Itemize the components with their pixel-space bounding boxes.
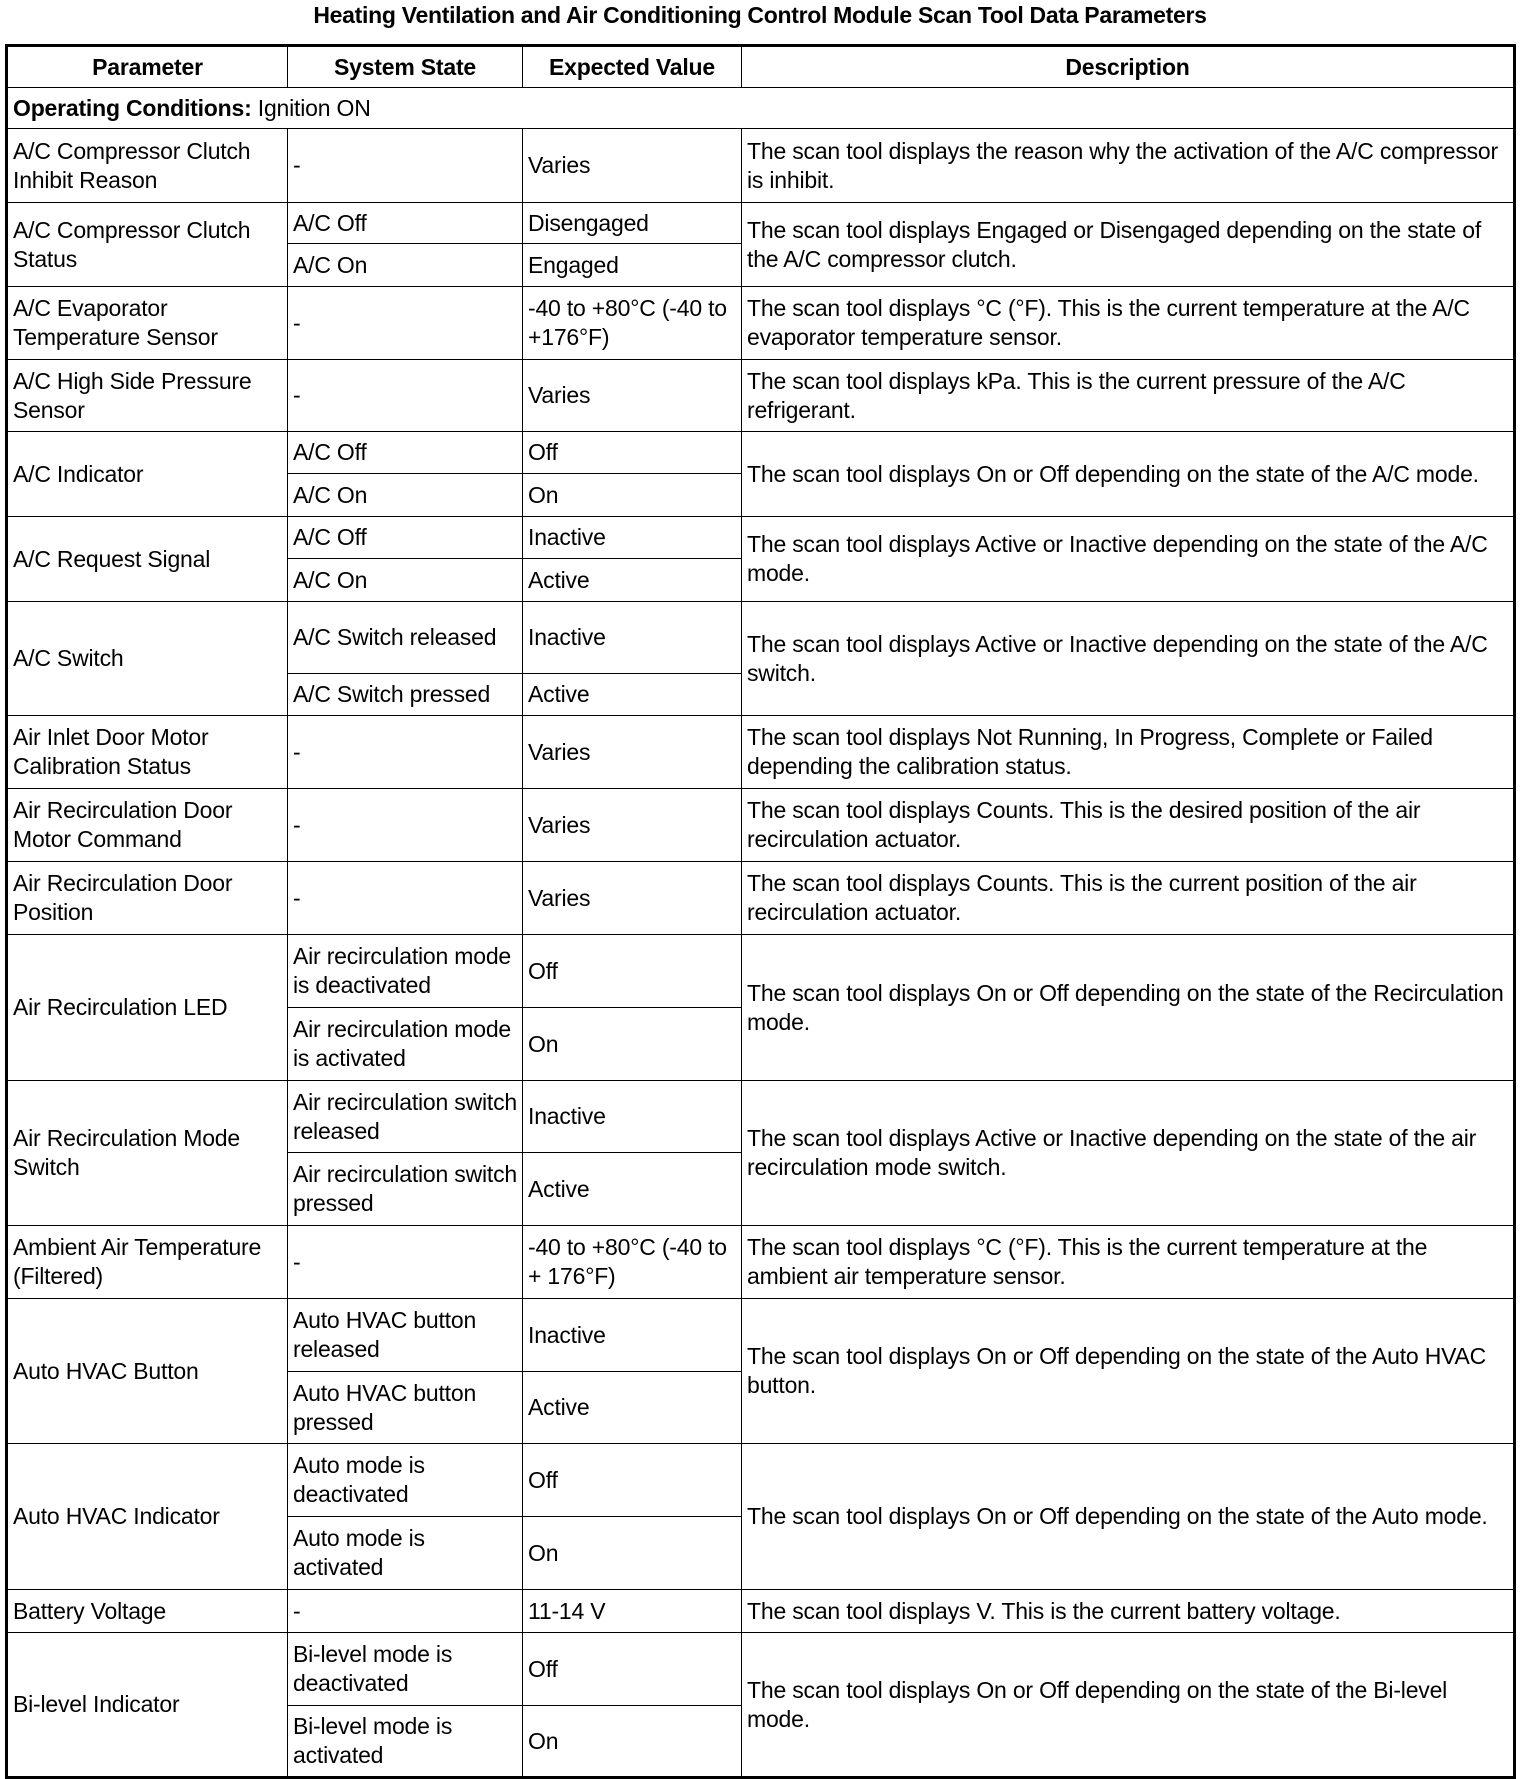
expected-value-cell: Off bbox=[523, 1633, 742, 1706]
description-cell: The scan tool displays the reason why the activation of the A/C compressor is inhibit. bbox=[742, 129, 1515, 203]
parameter-cell: Air Inlet Door Motor Calibration Status bbox=[7, 716, 288, 789]
table-row bbox=[7, 287, 1515, 360]
header-expected-value: Expected Value bbox=[523, 46, 742, 88]
table-row bbox=[7, 1081, 1515, 1153]
expected-value-cell: Varies bbox=[523, 129, 742, 203]
header-row bbox=[7, 46, 1515, 88]
expected-value-cell: Varies bbox=[523, 789, 742, 862]
expected-value-cell: Inactive bbox=[523, 1299, 742, 1372]
description-cell: The scan tool displays kPa. This is the current pressure of the A/C refrigerant. bbox=[742, 360, 1515, 432]
expected-value-cell: Inactive bbox=[523, 602, 742, 674]
expected-value-cell: Disengaged bbox=[523, 203, 742, 244]
operating-conditions-label: Operating Conditions: bbox=[13, 94, 252, 121]
parameter-cell: Bi-level Indicator bbox=[7, 1633, 288, 1778]
parameter-cell: A/C Evaporator Temperature Sensor bbox=[7, 287, 288, 360]
operating-conditions-value: Ignition ON bbox=[257, 94, 371, 121]
expected-value-cell: Off bbox=[523, 432, 742, 474]
parameter-cell: Auto HVAC Indicator bbox=[7, 1444, 288, 1590]
parameter-cell: Air Recirculation LED bbox=[7, 935, 288, 1081]
parameter-cell: A/C Request Signal bbox=[7, 517, 288, 602]
expected-value-cell: On bbox=[523, 474, 742, 517]
table-row bbox=[7, 1226, 1515, 1299]
expected-value-cell: On bbox=[523, 1517, 742, 1590]
system-state-cell: - bbox=[288, 862, 523, 935]
description-cell: The scan tool displays On or Off depending on the state of the Bi-level mode. bbox=[742, 1633, 1515, 1778]
parameter-cell: A/C Indicator bbox=[7, 432, 288, 517]
description-cell: The scan tool displays Active or Inactive depending on the state of the A/C mode. bbox=[742, 517, 1515, 602]
parameter-cell: Ambient Air Temperature (Filtered) bbox=[7, 1226, 288, 1299]
system-state-cell: A/C On bbox=[288, 474, 523, 517]
expected-value-cell: Active bbox=[523, 674, 742, 716]
table-row bbox=[7, 602, 1515, 674]
header-parameter: Parameter bbox=[7, 46, 288, 88]
description-cell: The scan tool displays Not Running, In Progress, Complete or Failed depending the calibration status. bbox=[742, 716, 1515, 789]
system-state-cell: Auto HVAC button released bbox=[288, 1299, 523, 1372]
expected-value-cell: Active bbox=[523, 1153, 742, 1226]
parameter-cell: Air Recirculation Mode Switch bbox=[7, 1081, 288, 1226]
system-state-cell: A/C Switch pressed bbox=[288, 674, 523, 716]
parameter-cell: A/C Compressor Clutch Status bbox=[7, 203, 288, 287]
system-state-cell: Air recirculation mode is deactivated bbox=[288, 935, 523, 1008]
expected-value-cell: 11-14 V bbox=[523, 1590, 742, 1633]
expected-value-cell: Varies bbox=[523, 862, 742, 935]
table-row bbox=[7, 862, 1515, 935]
system-state-cell: - bbox=[288, 1590, 523, 1633]
description-cell: The scan tool displays V. This is the current battery voltage. bbox=[742, 1590, 1515, 1633]
operating-conditions bbox=[7, 88, 1515, 129]
system-state-cell: Auto mode is deactivated bbox=[288, 1444, 523, 1517]
system-state-cell: A/C Off bbox=[288, 517, 523, 559]
system-state-cell: A/C Off bbox=[288, 432, 523, 474]
description-cell: The scan tool displays Counts. This is the desired position of the air recirculation actuator. bbox=[742, 789, 1515, 862]
table-row bbox=[7, 935, 1515, 1008]
table-row bbox=[7, 517, 1515, 559]
table-row bbox=[7, 716, 1515, 789]
system-state-cell: - bbox=[288, 360, 523, 432]
description-cell: The scan tool displays On or Off depending on the state of the Auto mode. bbox=[742, 1444, 1515, 1590]
description-cell: The scan tool displays °C (°F). This is the current temperature at the A/C evaporator temperature sensor. bbox=[742, 287, 1515, 360]
description-cell: The scan tool displays On or Off depending on the state of the Recirculation mode. bbox=[742, 935, 1515, 1081]
description-cell: The scan tool displays On or Off depending on the state of the Auto HVAC button. bbox=[742, 1299, 1515, 1444]
expected-value-cell: Inactive bbox=[523, 517, 742, 559]
description-cell: The scan tool displays Active or Inactive depending on the state of the air recirculation mode switch. bbox=[742, 1081, 1515, 1226]
description-cell: The scan tool displays Counts. This is the current position of the air recirculation actuator. bbox=[742, 862, 1515, 935]
system-state-cell: Bi-level mode is deactivated bbox=[288, 1633, 523, 1706]
system-state-cell: Auto HVAC button pressed bbox=[288, 1372, 523, 1444]
expected-value-cell: Engaged bbox=[523, 244, 742, 287]
page-title: Heating Ventilation and Air Conditioning Control Module Scan Tool Data Parameters bbox=[313, 2, 1207, 28]
expected-value-cell: Active bbox=[523, 559, 742, 602]
system-state-cell: Air recirculation switch pressed bbox=[288, 1153, 523, 1226]
operating-conditions-row bbox=[7, 88, 1515, 129]
parameter-cell: A/C Compressor Clutch Inhibit Reason bbox=[7, 129, 288, 203]
header-description: Description bbox=[742, 46, 1515, 88]
table-row bbox=[7, 360, 1515, 432]
expected-value-cell: On bbox=[523, 1706, 742, 1778]
scan-tool-data-table bbox=[5, 44, 1516, 1779]
system-state-cell: - bbox=[288, 716, 523, 789]
expected-value-cell: Off bbox=[523, 935, 742, 1008]
system-state-cell: - bbox=[288, 129, 523, 203]
expected-value-cell: On bbox=[523, 1008, 742, 1081]
parameter-cell: A/C Switch bbox=[7, 602, 288, 716]
expected-value-cell: -40 to +80°C (-40 to +176°F) bbox=[523, 287, 742, 360]
table-row bbox=[7, 432, 1515, 474]
table-row bbox=[7, 789, 1515, 862]
system-state-cell: A/C Off bbox=[288, 203, 523, 244]
parameter-cell: Battery Voltage bbox=[7, 1590, 288, 1633]
table-row bbox=[7, 1633, 1515, 1706]
parameter-cell: Air Recirculation Door Position bbox=[7, 862, 288, 935]
expected-value-cell: Inactive bbox=[523, 1081, 742, 1153]
expected-value-cell: Active bbox=[523, 1372, 742, 1444]
system-state-cell: A/C On bbox=[288, 559, 523, 602]
system-state-cell: A/C On bbox=[288, 244, 523, 287]
system-state-cell: - bbox=[288, 287, 523, 360]
system-state-cell: - bbox=[288, 789, 523, 862]
system-state-cell: Air recirculation mode is activated bbox=[288, 1008, 523, 1081]
description-cell: The scan tool displays °C (°F). This is the current temperature at the ambient air temperature sensor. bbox=[742, 1226, 1515, 1299]
parameter-cell: Air Recirculation Door Motor Command bbox=[7, 789, 288, 862]
system-state-cell: Bi-level mode is activated bbox=[288, 1706, 523, 1778]
expected-value-cell: Varies bbox=[523, 360, 742, 432]
description-cell: The scan tool displays Active or Inactive depending on the state of the A/C switch. bbox=[742, 602, 1515, 716]
system-state-cell: - bbox=[288, 1226, 523, 1299]
expected-value-cell: Varies bbox=[523, 716, 742, 789]
table-row bbox=[7, 1444, 1515, 1517]
system-state-cell: Auto mode is activated bbox=[288, 1517, 523, 1590]
description-cell: The scan tool displays On or Off depending on the state of the A/C mode. bbox=[742, 432, 1515, 517]
expected-value-cell: Off bbox=[523, 1444, 742, 1517]
table-row bbox=[7, 129, 1515, 203]
parameter-cell: A/C High Side Pressure Sensor bbox=[7, 360, 288, 432]
system-state-cell: Air recirculation switch released bbox=[288, 1081, 523, 1153]
table-row bbox=[7, 1299, 1515, 1372]
table-row bbox=[7, 203, 1515, 244]
system-state-cell: A/C Switch released bbox=[288, 602, 523, 674]
description-cell: The scan tool displays Engaged or Disengaged depending on the state of the A/C compressor clutch. bbox=[742, 203, 1515, 287]
parameter-cell: Auto HVAC Button bbox=[7, 1299, 288, 1444]
header-system-state: System State bbox=[288, 46, 523, 88]
table-row bbox=[7, 1590, 1515, 1633]
expected-value-cell: -40 to +80°C (-40 to + 176°F) bbox=[523, 1226, 742, 1299]
